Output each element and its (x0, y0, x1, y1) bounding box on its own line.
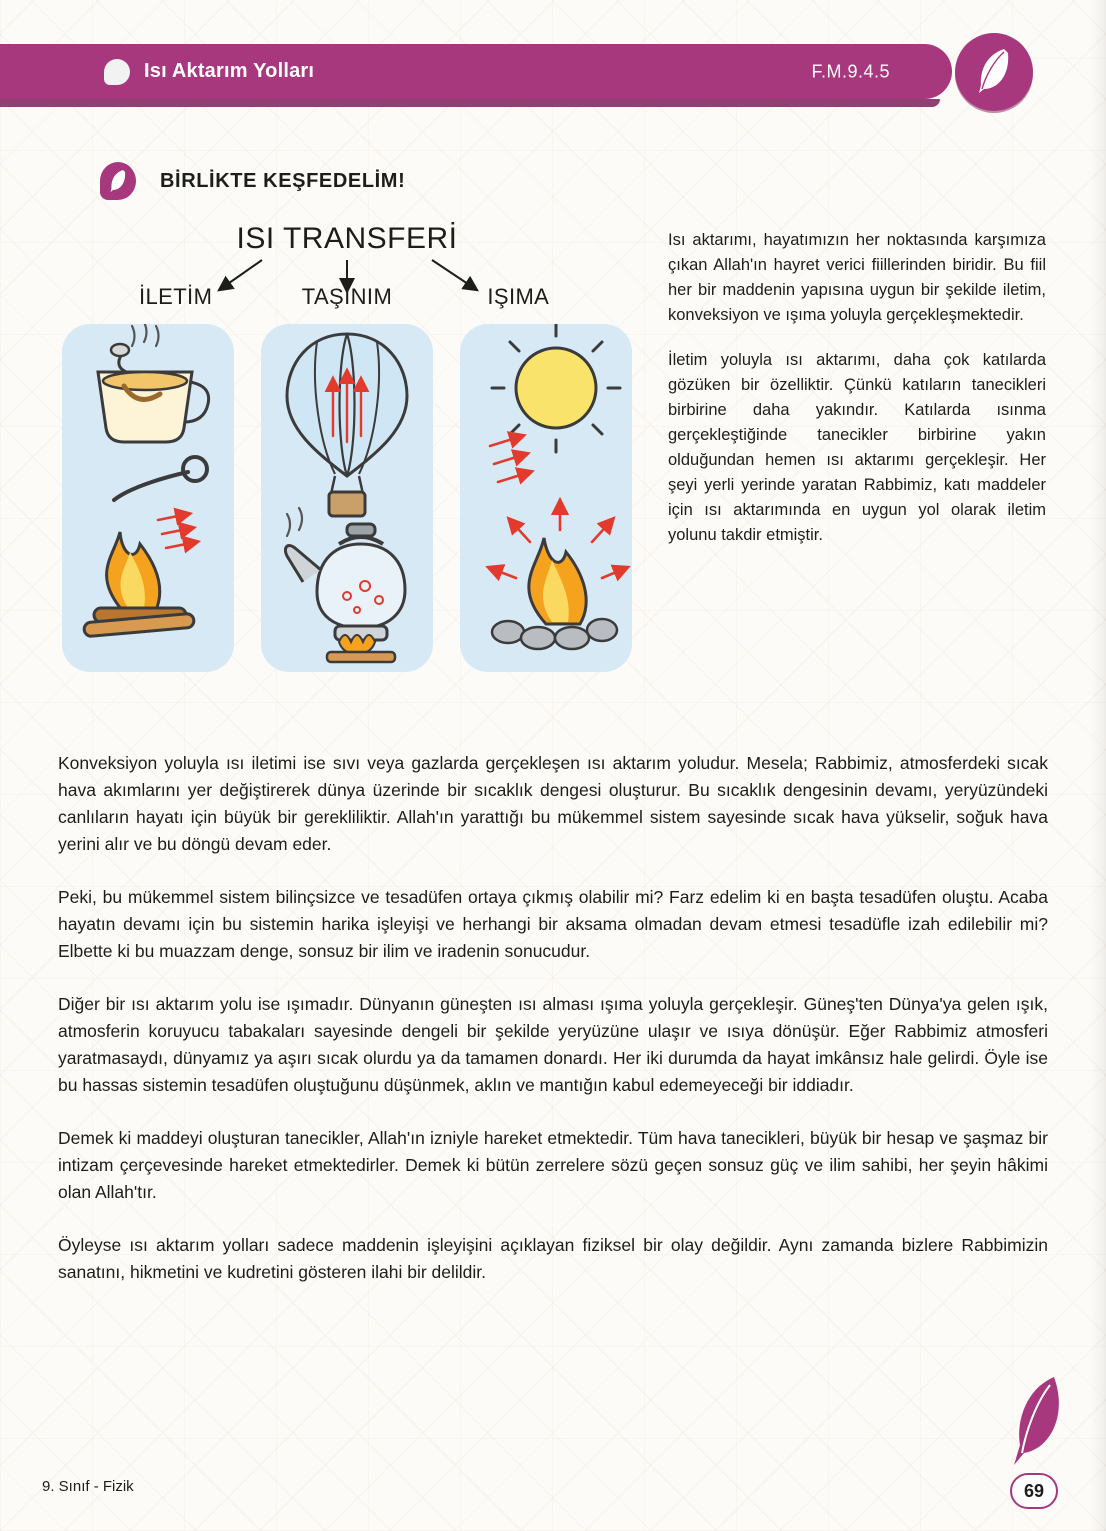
heat-transfer-figure (62, 222, 632, 682)
page-number-badge: 69 (1010, 1473, 1058, 1509)
radiation-panel (460, 324, 632, 672)
section-feather-badge (100, 162, 136, 200)
page-edge-shadow (1090, 0, 1106, 1531)
page-header-band (0, 44, 952, 99)
footer-feather-quill-icon (1000, 1373, 1066, 1469)
feather-quill-icon (108, 168, 128, 194)
figure-labels (62, 284, 632, 310)
kettle-icon (285, 508, 405, 662)
body-paragraph-3: Diğer bir ısı aktarım yolu ise ışımadır. Dünyanın güneşten ısı alması ışıma yoluyla gerçekleşir. Güneş'ten Dünya'ya gelen ışık, atmosferin koruyucu tabakaları sayesinde dengeli bir şekilde yeryüzüne ulaşır ve ısıya dönüşür. Eğer Rabbimiz atmosferi yaratmasaydı, dünyamız ya aşırı sıcak olurdu ya da tamamen donardı. Her iki durumda da hayat imkânsız hale gelirdi. Öyle ise bu hassas sistemin tesadüfen oluştuğunu düşünmek, aklın ve mantığın kabul edemeyeceği bir iddiadır. (58, 994, 1048, 1095)
hot-air-balloon-icon (287, 334, 407, 516)
radiation-illustration (460, 324, 632, 672)
steam-icon (132, 324, 159, 346)
section-title-text: BİRLİKTE KEŞFEDELİM! (160, 169, 406, 192)
curriculum-code: F.M.9.4.5 (811, 61, 890, 81)
bonfire-icon (490, 502, 626, 649)
body-text-column (58, 750, 1048, 1312)
figure-label-radiation: IŞIMA (487, 284, 550, 309)
intro-text-column (668, 228, 1046, 568)
footer-course-label: 9. Sınıf - Fizik (42, 1478, 134, 1495)
conduction-panel (62, 324, 234, 672)
convection-panel (261, 324, 433, 672)
body-paragraph-1: Konveksiyon yoluyla ısı iletimi ise sıvı veya gazlarda gerçekleşen ısı aktarım yoludur. Mesela; Rabbimiz, atmosferdeki sıcak hava akımlarını yer değiştirerek dünya üzerinde bir sıcaklık dengesi oluşturur. Bu sıcaklık dengesinin devamı, yeryüzündeki canlıların hayatı için büyük bir gerekliliktir. Allah'ın yarattığı bu mükemmel sistem sayesinde sıcak hava yükselir, soğuk hava yerini alır ve bu döngü devam eder. (58, 753, 1048, 854)
convection-illustration (261, 324, 433, 672)
figure-panels (62, 324, 632, 674)
header-shadow (0, 99, 940, 107)
intro-paragraph-2: İletim yoluyla ısı aktarımı, daha çok katılarda gözüken bir özelliktir. Çünkü katıların tanecikleri birbirine daha yakındır. Katılarda ısınma gerçekleştiğinde tanecikler birbirine yakın olduğundan hemen ısı aktarımı gerçekleşir. Her şeyi yerli yerinde yaratan Rabbimiz, katı maddeler için ısı aktarımında en uygun yol olarak iletim yolunu takdir etmiştir. (668, 351, 1046, 544)
conduction-illustration (62, 324, 234, 672)
bullet-dot-icon (104, 59, 130, 85)
figure-title: ISI TRANSFERİ (236, 222, 458, 255)
body-paragraph-4: Demek ki maddeyi oluşturan tanecikler, Allah'ın izniyle hareket etmektedir. Tüm hava tanecikleri, büyük bir hesap ve şaşmaz bir intizam çerçevesinde hareket etmektedirler. Demek ki bütün zerrelere sözü geçen sonsuz güç ve ilim sahibi, her şeyin hâkimi olan Allah'tır. (58, 1128, 1048, 1202)
teacup-with-spoon-icon (98, 344, 209, 456)
figure-label-convection: TAŞINIM (301, 284, 393, 309)
sun-icon (492, 324, 620, 452)
body-paragraph-5: Öyleyse ısı aktarım yolları sadece maddenin işleyişini açıklayan fiziksel bir olay değildir. Aynı zamanda bizlere Rabbimizin sanatını, hikmetini ve kudretini gösteren ilahi bir delildir. (58, 1235, 1048, 1282)
page-title: Isı Aktarım Yolları (144, 60, 315, 82)
campfire-with-skewer-icon (84, 457, 207, 637)
feather-quill-icon (974, 45, 1014, 99)
intro-paragraph-1: Isı aktarımı, hayatımızın her noktasında karşımıza çıkan Allah'ın hayret verici fiillerinden biridir. Bu fiil her bir maddenin yapısına uygun bir şekilde iletim, konveksiyon ve ışıma yoluyla gerçekleşmektedir. (668, 231, 1046, 324)
header-feather-badge (955, 33, 1033, 111)
section-heading (100, 162, 405, 200)
body-paragraph-2: Peki, bu mükemmel sistem bilinçsizce ve tesadüfen ortaya çıkmış olabilir mi? Farz edelim ki en başta tesadüfen oluştu. Acaba hayatın devamı için bu sistemin harika işleyişi ve herhangi bir aksama olmadan devam etmesi tesadüfle izah edilebilir mi? Elbette ki bu muazzam denge, sonsuz bir ilim ve iradenin sonucudur. (58, 887, 1048, 961)
figure-label-conduction: İLETİM (139, 284, 213, 309)
